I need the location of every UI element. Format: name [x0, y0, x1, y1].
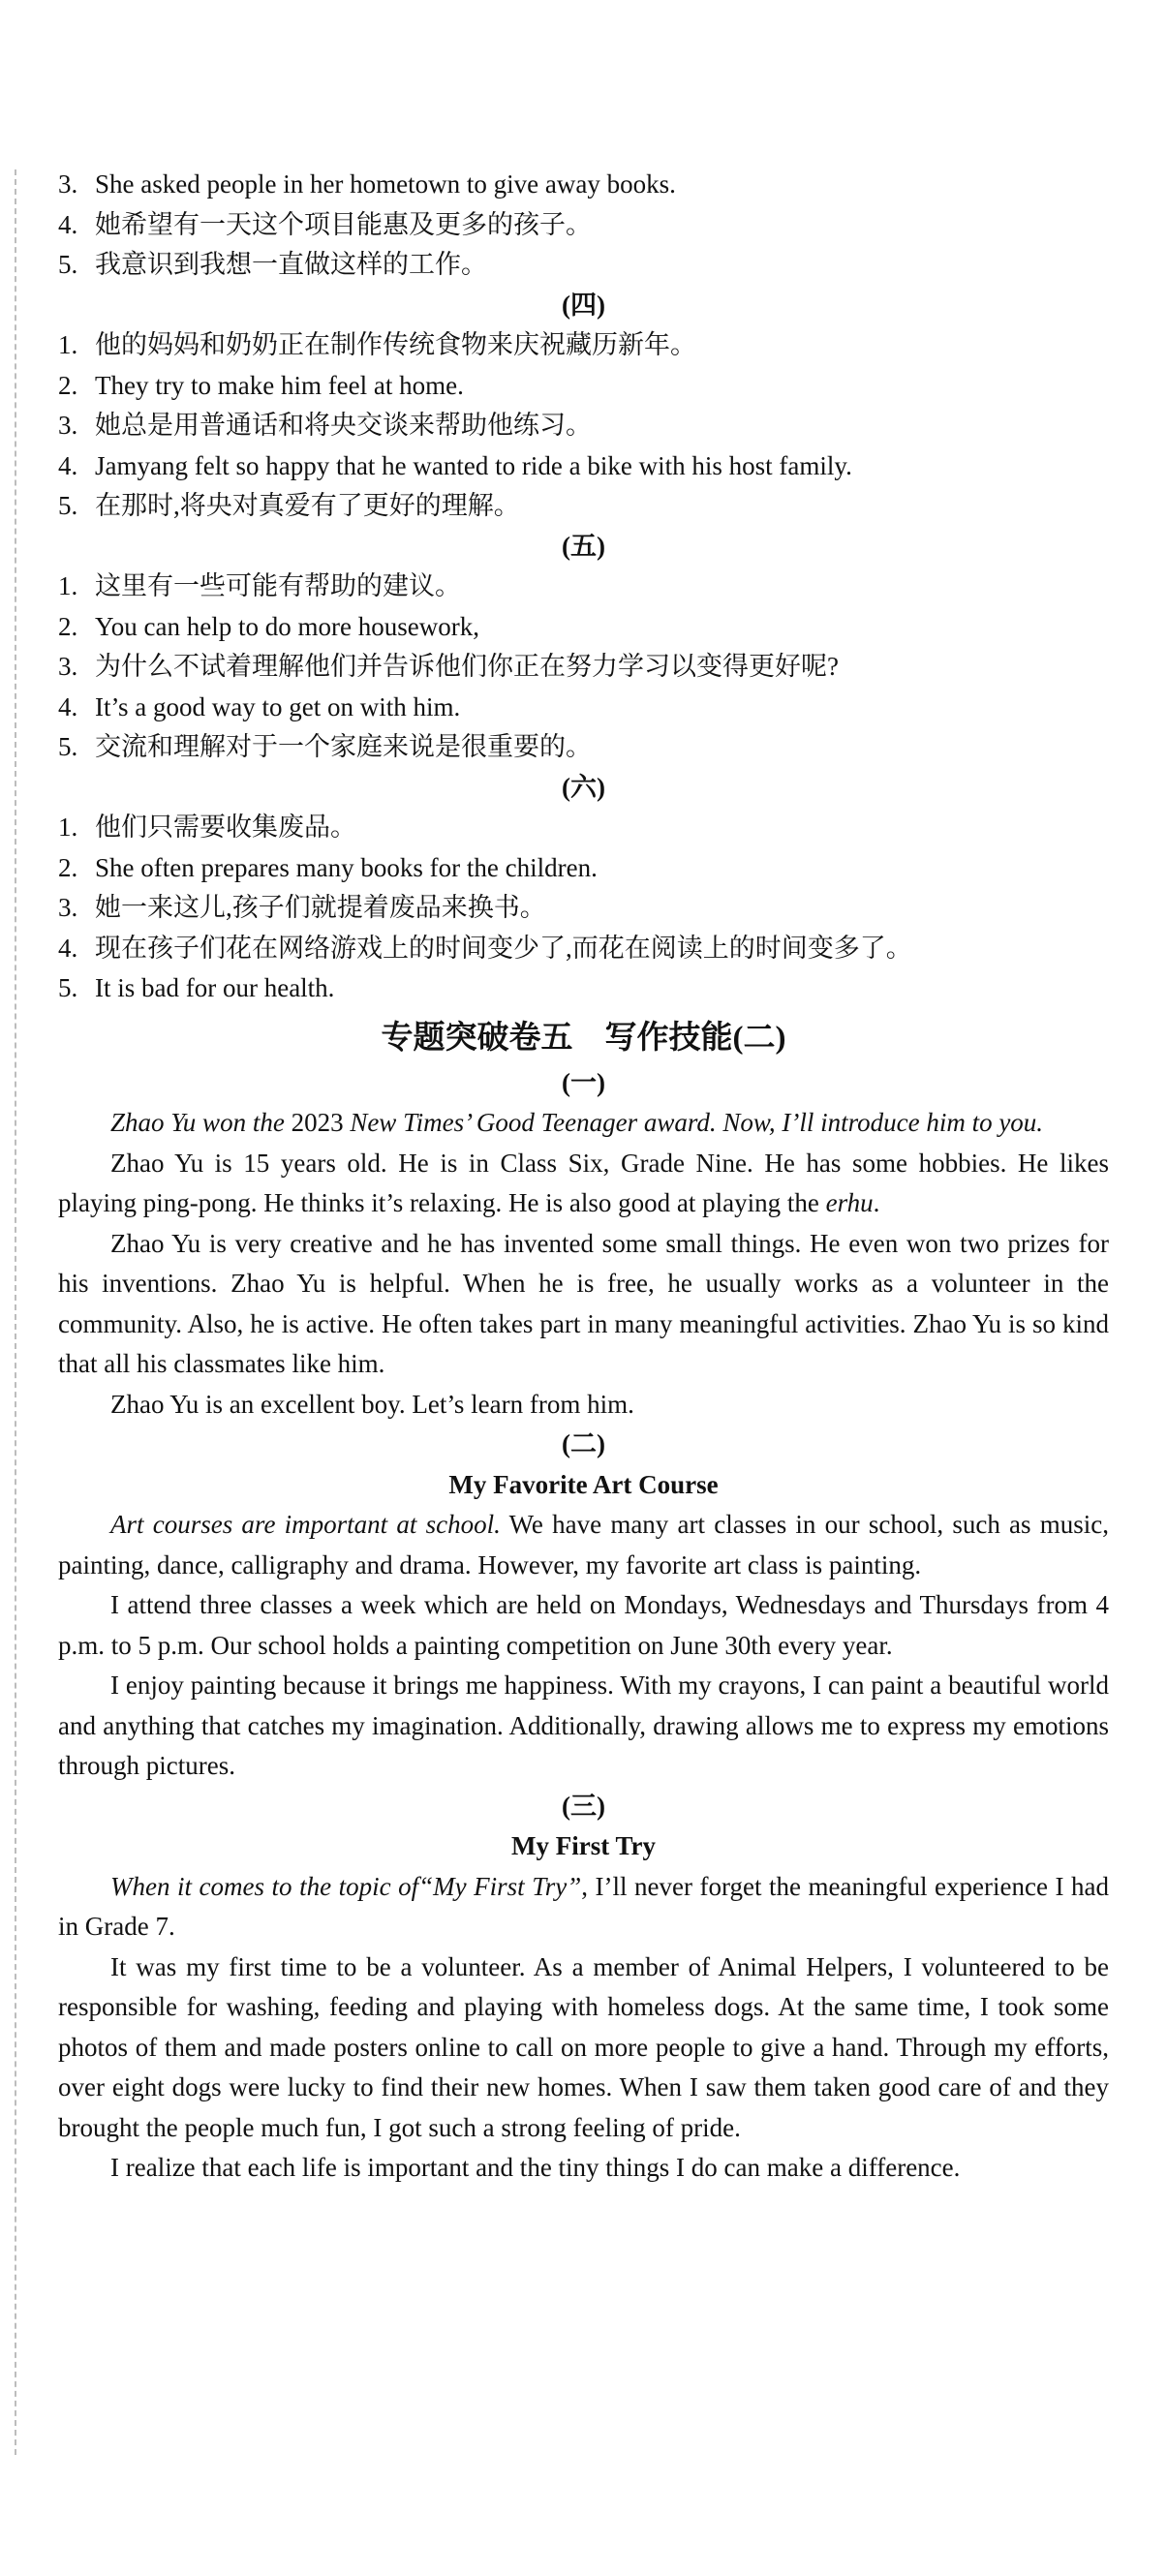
- list-item: 1. 这里有一些可能有帮助的建议。: [58, 571, 461, 600]
- essay1-paragraph-2: Zhao Yu is 15 years old. He is in Class Six, Grade Nine. He has some hobbies. He likes playing ping-pong. He thinks it’s relaxing. He is also good at playing the erhu.: [58, 1148, 1109, 1217]
- essay1-paragraph-1: Zhao Yu won the 2023 New Times’ Good Teenager award. Now, I’ll introduce him to you.: [110, 1108, 1044, 1137]
- section5-list: [58, 567, 1109, 768]
- section3-tail: [58, 165, 1109, 286]
- section6-heading: (六): [562, 772, 605, 802]
- list-item: 1. 他们只需要收集废品。: [58, 813, 356, 842]
- list-item: 3. She asked people in her hometown to give away books.: [58, 169, 676, 199]
- essay1-paragraph-4: Zhao Yu is an excellent boy. Let’s learn from him.: [110, 1389, 634, 1419]
- list-item: 5. It is bad for our health.: [58, 973, 335, 1002]
- essay3-heading: (三): [562, 1791, 605, 1821]
- list-item: 2. You can help to do more housework,: [58, 611, 479, 641]
- list-item: 1. 他的妈妈和奶奶正在制作传统食物来庆祝藏历新年。: [58, 330, 696, 359]
- binding-margin-rule: [15, 169, 16, 2455]
- section6-list: [58, 808, 1109, 1009]
- essay2-title: My Favorite Art Course: [448, 1469, 719, 1499]
- section4-heading: (四): [562, 290, 605, 320]
- essay2-paragraph-2: I attend three classes a week which are held on Mondays, Wednesdays and Thursdays from 4 p.m. to 5 p.m. Our school holds a painting competition on June 30th every year.: [58, 1590, 1109, 1660]
- essay1-heading: (一): [562, 1067, 605, 1097]
- list-item: 5. 在那时,将央对真爱有了更好的理解。: [58, 491, 520, 520]
- answer-page: [58, 165, 1109, 2189]
- essay3-title: My First Try: [511, 1831, 656, 1860]
- essay3-paragraph-1: When it comes to the topic of“My First Try”, I’ll never forget the meaningful experience I had in Grade 7.: [58, 1871, 1109, 1941]
- list-item: 2. They try to make him feel at home.: [58, 370, 464, 400]
- essay3-paragraph-2: It was my first time to be a volunteer. As a member of Animal Helpers, I volunteered to be responsible for washing, feeding and playing with homeless dogs. At the same time, I took some photos of them and made posters online to call on more people to give a hand. Through my efforts, over eight dogs were lucky to find their new homes. When I saw them taken good care of and they brought the people much fun, I got such a strong feeling of pride.: [58, 1951, 1109, 2142]
- chapter-title: 专题突破卷五 写作技能(二): [381, 1020, 786, 1056]
- essay1-paragraph-3: Zhao Yu is very creative and he has invented some small things. He even won two prizes for his inventions. Zhao Yu is helpful. When he is free, he usually works as a volunteer in the community. Also, he is active. He often takes part in many meaningful activities. Zhao Yu is so kind that all his classmates like him.: [58, 1228, 1109, 1378]
- list-item: 4. 她希望有一天这个项目能惠及更多的孩子。: [58, 209, 592, 239]
- list-item: 2. She often prepares many books for the children.: [58, 852, 598, 882]
- essay2-heading: (二): [562, 1429, 605, 1458]
- list-item: 3. 为什么不试着理解他们并告诉他们你正在努力学习以变得更好呢?: [58, 652, 839, 681]
- essay3-paragraph-3: I realize that each life is important and the tiny things I do can make a difference.: [110, 2153, 961, 2182]
- list-item: 4. It’s a good way to get on with him.: [58, 691, 461, 721]
- list-item: 5. 我意识到我想一直做这样的工作。: [58, 250, 487, 279]
- list-item: 3. 她总是用普通话和将央交谈来帮助他练习。: [58, 411, 592, 440]
- section4-list: [58, 325, 1109, 527]
- section5-heading: (五): [562, 531, 605, 561]
- list-item: 4. 现在孩子们花在网络游戏上的时间变少了,而花在阅读上的时间变多了。: [58, 933, 912, 963]
- essay2-paragraph-1: Art courses are important at school. We have many art classes in our school, such as music, painting, dance, calligraphy and drama. However, my favorite art class is painting.: [58, 1510, 1109, 1579]
- essay2-paragraph-3: I enjoy painting because it brings me happiness. With my crayons, I can paint a beautiful world and anything that catches my imagination. Additionally, drawing allows me to express my emotions through pictures.: [58, 1671, 1109, 1780]
- list-item: 5. 交流和理解对于一个家庭来说是很重要的。: [58, 732, 592, 761]
- list-item: 3. 她一来这儿,孩子们就提着废品来换书。: [58, 893, 546, 922]
- list-item: 4. Jamyang felt so happy that he wanted to ride a bike with his host family.: [58, 450, 852, 480]
